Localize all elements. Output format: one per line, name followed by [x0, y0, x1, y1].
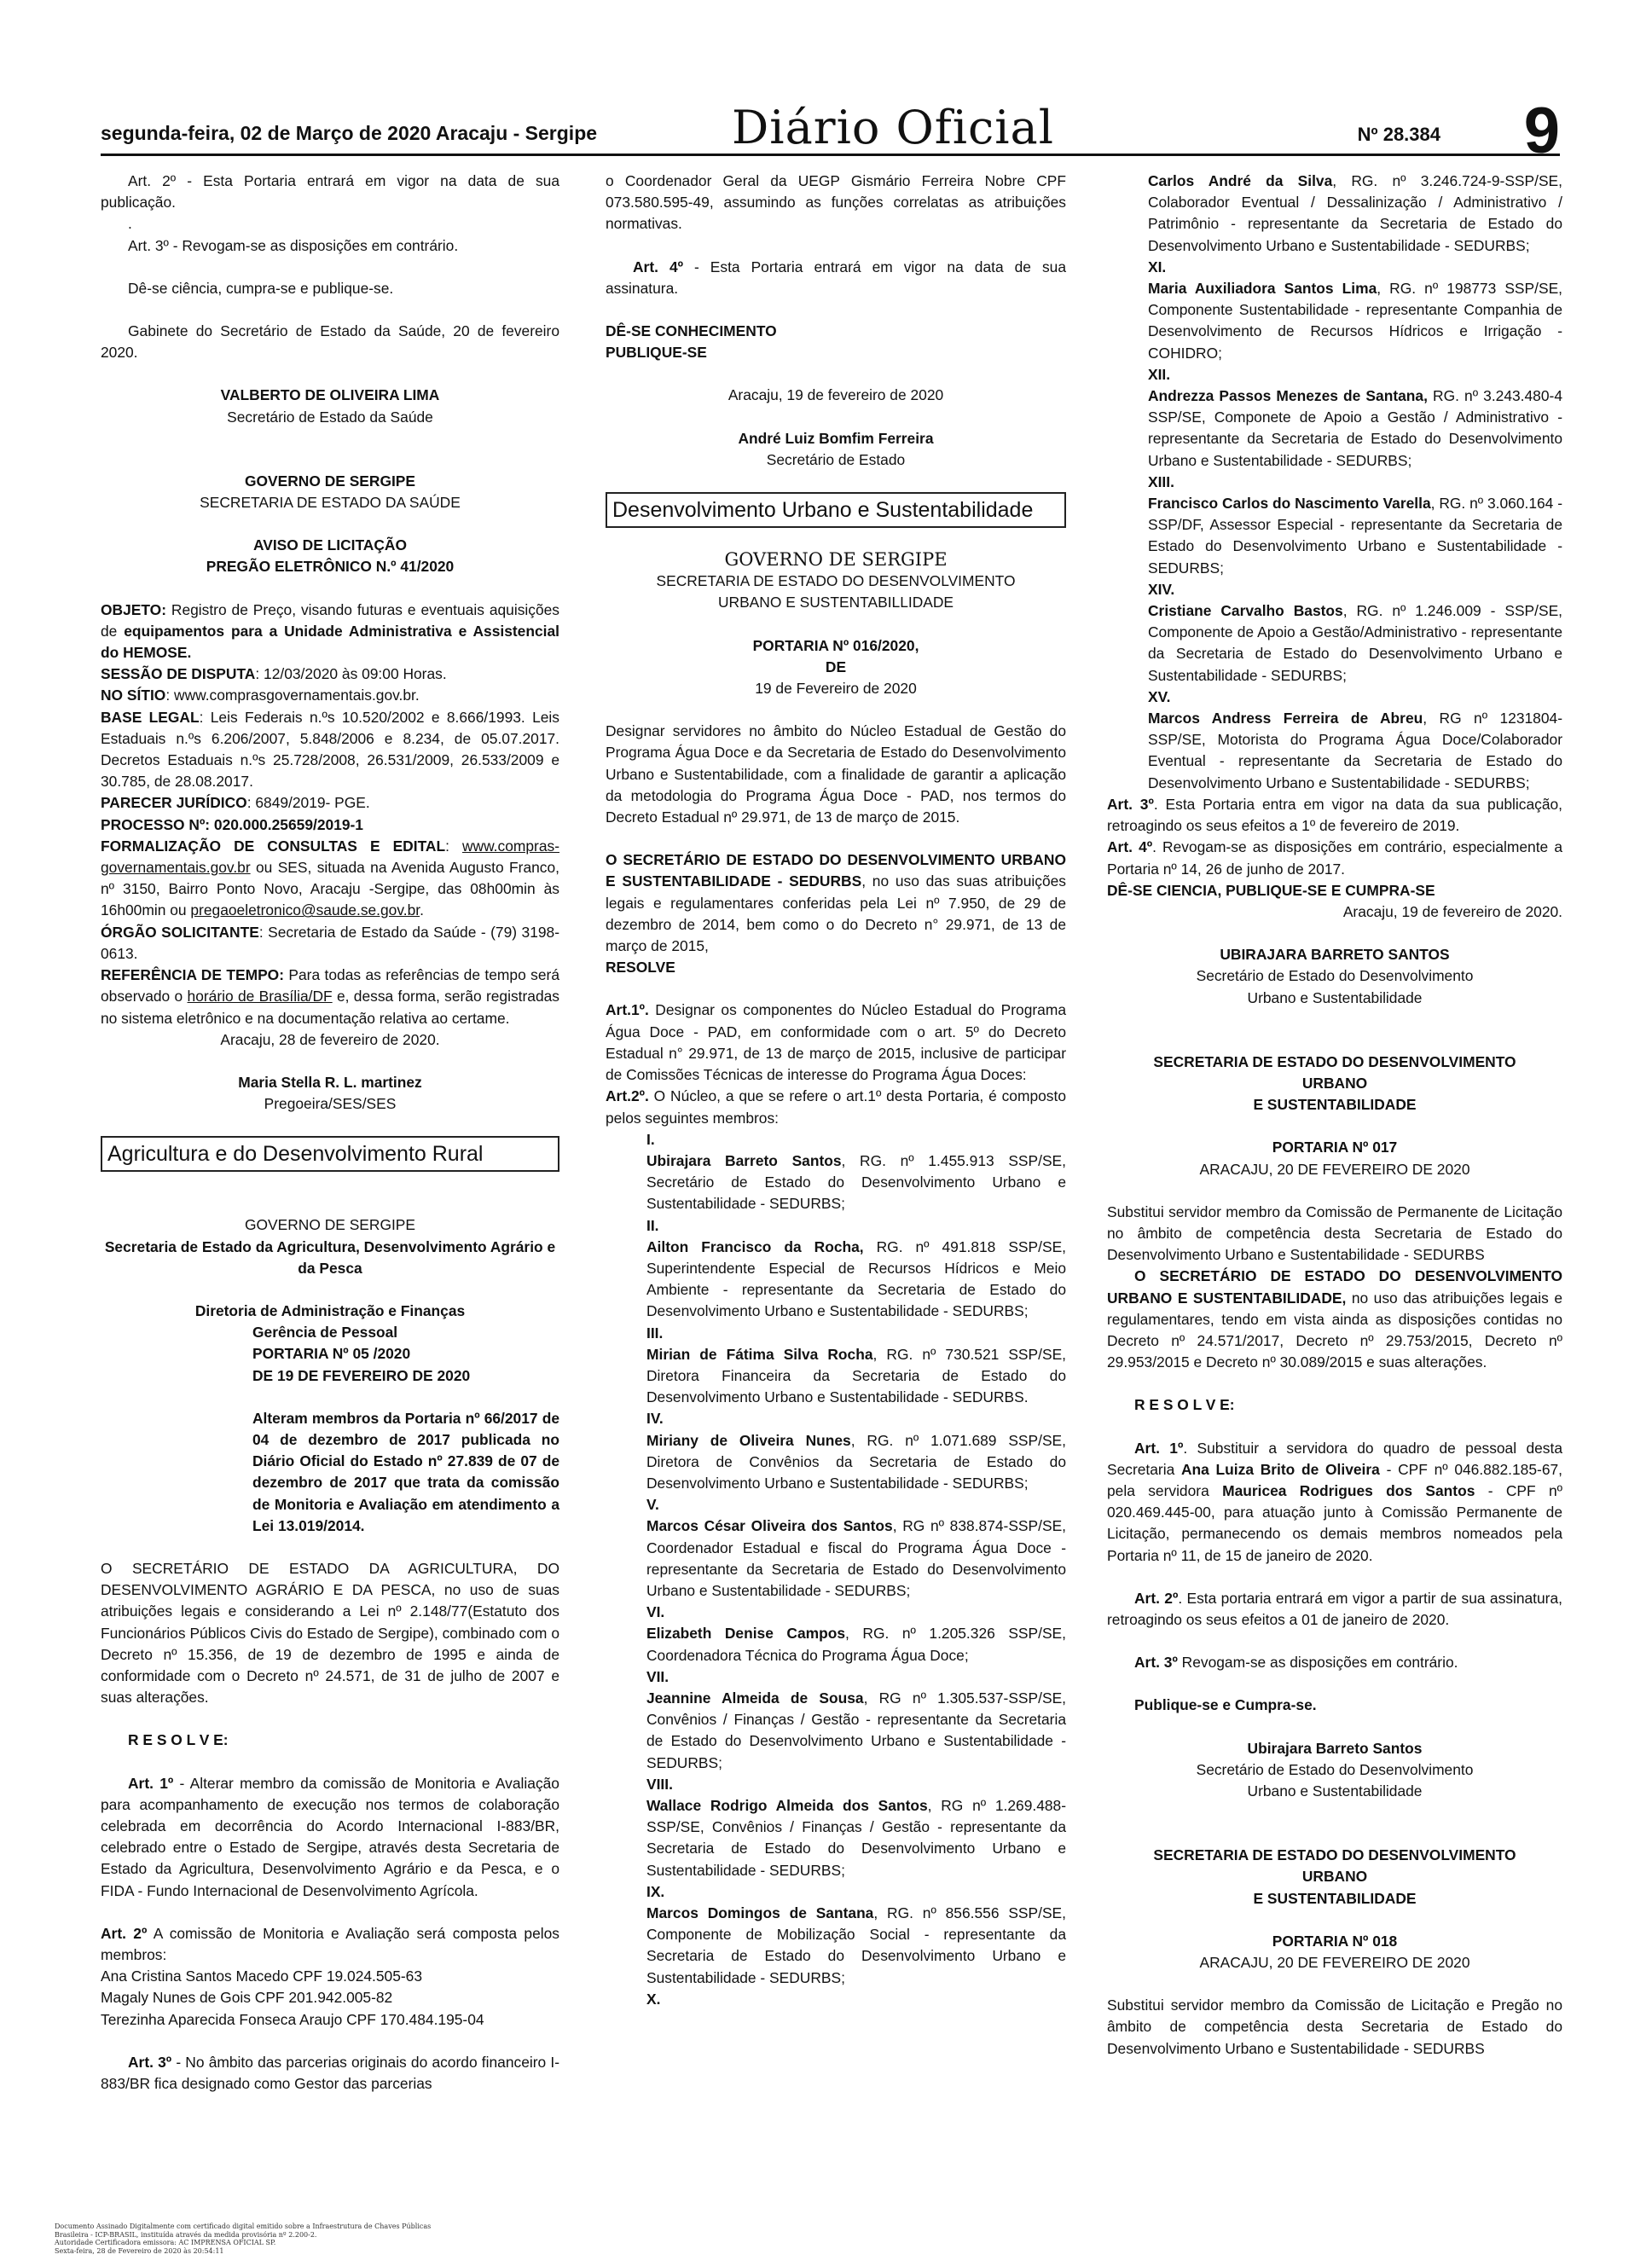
roman-numeral: I.: [646, 1130, 655, 1148]
paragraph: o Coordenador Geral da UEGP Gismário Ferreira Nobre CPF 073.580.595-49, assumindo as funções correlatas as atribuições normativas.: [606, 172, 1066, 233]
heading: DE 19 DE FEVEREIRO DE 2020: [252, 1366, 471, 1384]
roman-numeral: XI.: [1148, 258, 1167, 275]
heading: GOVERNO DE SERGIPE: [244, 1216, 416, 1234]
paragraph: Art. 4º - Esta Portaria entrará em vigor na data de sua assinatura.: [606, 258, 1067, 297]
paragraph: PARECER JURÍDICO: 6849/2019- PGE.: [101, 794, 370, 812]
roman-numeral: VII.: [646, 1667, 669, 1685]
heading: ARACAJU, 20 DE FEVEREIRO DE 2020: [1199, 1954, 1470, 1972]
list-item: Ailton Francisco da Rocha, RG. nº 491.818 SSP/SE, Superintendente Especial de Recursos Hídricos e Meio Ambiente - representante da Secretaria de Estado do Desenvolvimento Urbano e Sustentabilidade - SEDURBS;: [646, 1237, 1066, 1320]
ementa: Substitui servidor membro da Comissão de Permanente de Licitação no âmbito de competência desta Secretaria de Estado do Desenvolvimento Urbano e Sustentabilidade - SEDURBS: [1107, 1203, 1562, 1264]
roman-numeral: III.: [646, 1324, 664, 1342]
heading: GOVERNO DE SERGIPE: [244, 472, 416, 490]
heading: ARACAJU, 20 DE FEVEREIRO DE 2020: [1199, 1160, 1470, 1178]
section-box: Agricultura e do Desenvolvimento Rural: [101, 1136, 559, 1172]
resolve: R E S O L V E:: [128, 1731, 229, 1749]
list-item: Andrezza Passos Menezes de Santana, RG. nº 3.243.480-4 SSP/SE, Componete de Apoio a Gestão / Administrativo - representante da Secretaria de Estado do Desenvolvimento Urbano e Sustentabilidade - SEDURBS;: [1148, 387, 1562, 469]
paragraph: PROCESSO Nº: 020.000.25659/2019-1: [101, 815, 363, 833]
paragraph: Art.1º. Designar os componentes do Núcleo Estadual do Programa Água Doce - PAD, em conformidade com o art. 5º do Decreto Estadual n° 29.971, de 13 de março de 2015, inclusive de participar de Comissões Técnicas de interesse do Programa Água Doces:: [606, 1001, 1066, 1084]
signature-role: Urbano e Sustentabilidade: [1247, 1782, 1423, 1799]
ementa: Alteram membros da Portaria nº 66/2017 de 04 de dezembro de 2017 publicada no Diário Oficial do Estado nº 27.839 de 07 de dezembro de 2017 que trata da comissão de Monitoria e Avaliação em atendimento a Lei 13.019/2014.: [252, 1409, 559, 1534]
heading: DE: [825, 658, 847, 675]
paragraph: Art. 2º - Esta Portaria entrará em vigor na data de sua publicação.: [101, 172, 559, 212]
resolve: R E S O L V E:: [1134, 1396, 1235, 1414]
heading: PUBLIQUE-SE: [606, 344, 707, 362]
page-header: [101, 95, 1560, 167]
page-number: 9: [1523, 95, 1560, 167]
header-rule: [101, 154, 1560, 156]
list-item: Marcos Domingos de Santana, RG. nº 856.556 SSP/SE, Componente de Mobilização Social - representante da Secretaria de Estado do Desenvolvimento Urbano e Sustentabilidade - SEDURBS;: [646, 1904, 1066, 1986]
roman-numeral: II.: [646, 1216, 659, 1234]
paragraph: Art. 3º Revogam-se as disposições em contrário.: [1134, 1654, 1458, 1672]
heading: DÊ-SE CONHECIMENTO: [606, 322, 777, 340]
roman-numeral: XIV.: [1148, 580, 1175, 598]
list-item: Marcos César Oliveira dos Santos, RG nº 838.874-SSP/SE, Coordenador Estadual e fiscal do Programa Água Doce - representante da Secretaria de Estado do Desenvolvimento Urbano e Sustentabilidade - SEDURBS;: [646, 1517, 1066, 1599]
paragraph: REFERÊNCIA DE TEMPO: Para todas as referências de tempo será observado o horário de Brasília/DF e, dessa forma, serão registradas no sistema eletrônico e na documentação relativa ao certame.: [101, 966, 559, 1027]
ementa: Substitui servidor membro da Comissão de Licitação e Pregão no âmbito de competência desta Secretaria de Estado do Desenvolvimento Urbano e Sustentabilidade - SEDURBS: [1107, 1997, 1562, 2057]
paragraph: Gabinete do Secretário de Estado da Saúde, 20 de fevereiro 2020.: [101, 322, 559, 362]
signature-name: VALBERTO DE OLIVEIRA LIMA: [220, 386, 440, 404]
ementa: Designar servidores no âmbito do Núcleo Estadual de Gestão do Programa Água Doce e da Secretaria de Estado do Desenvolvimento Urbano e Sustentabilidade, com a finalidade de garantir a aplicação da metodologia do Programa Água Doce - PAD, nos termos do Decreto Estadual nº 29.971, de 13 de março de 2015.: [606, 722, 1066, 826]
paragraph: Art. 1º. Substituir a servidora do quadro de pessoal desta Secretaria Ana Luiza Brito de Oliveira - CPF nº 046.882.185-67, pela servidora Mauricea Rodrigues dos Santos - CPF nº 020.469.445-00, para atuação junto à Comissão Permanente de Licitação, permanecendo os demais membros nomeados pela Portaria nº 11, de 15 de janeiro de 2020.: [1107, 1439, 1562, 1564]
paragraph: OBJETO: Registro de Preço, visando futuras e eventuais aquisições de equipamentos para a Unidade Administrativa e Assistencial do HEMOSE.: [101, 600, 559, 662]
digital-signature-footer: Documento Assinado Digitalmente com certificado digital emitido sobre a Infraestrutura de Chaves Públicas Brasileira - ICP-BRASIL, instituída através da medida provisória nº 2.200-2. Autoridade Certificadora emissora: AC IMPRENSA OFICIAL SP. Sexta-feira, 28 de Fevereiro de 2020 às 20:54:11: [55, 2223, 432, 2255]
signature-role: Secretário de Estado da Saúde: [227, 408, 433, 426]
roman-numeral: VIII.: [646, 1775, 673, 1793]
heading: PORTARIA Nº 05 /2020: [252, 1345, 411, 1363]
signature-name: André Luiz Bomfim Ferreira: [738, 429, 934, 447]
list-item: Magaly Nunes de Gois CPF 201.942.005-82: [101, 1989, 393, 2007]
paragraph: Art. 3º - Revogam-se as disposições em contrário.: [128, 236, 459, 254]
paragraph: Art. 3º - No âmbito das parcerias originais do acordo financeiro I-883/BR fica designado como Gestor das parcerias: [101, 2053, 559, 2093]
list-item: Mirian de Fátima Silva Rocha, RG. nº 730.521 SSP/SE, Diretora Financeira da Secretaria de Estado do Desenvolvimento Urbano e Sustentabilidade - SEDURBS.: [646, 1345, 1066, 1406]
list-item: Ana Cristina Santos Macedo CPF 19.024.505-63: [101, 1968, 423, 1985]
member-list: [606, 1129, 1066, 2010]
list-item: Jeannine Almeida de Sousa, RG nº 1.305.537-SSP/SE, Convênios / Finanças / Gestão - representante da Secretaria de Estado do Desenvolvimento Urbano e Sustentabilidade - SEDURBS;: [646, 1689, 1066, 1771]
column-1: [101, 171, 559, 2095]
link[interactable]: www.compras-governamentais.gov.br: [101, 837, 559, 877]
heading: PORTARIA Nº 016/2020,: [752, 636, 919, 654]
roman-numeral: X.: [646, 1990, 661, 2008]
heading: Gerência de Pessoal: [252, 1324, 398, 1342]
list-item: Ubirajara Barreto Santos, RG. nº 1.455.913 SSP/SE, Secretário de Estado do Desenvolvimento Urbano e Sustentabilidade - SEDURBS;: [646, 1151, 1066, 1213]
date-line: Aracaju, 19 de fevereiro de 2020.: [1342, 902, 1562, 920]
list-item: Elizabeth Denise Campos, RG. nº 1.205.326 SSP/SE, Coordenadora Técnica do Programa Água Doce;: [646, 1625, 1066, 1664]
paragraph: ÓRGÃO SOLICITANTE: Secretaria de Estado da Saúde - (79) 3198-0613.: [101, 923, 559, 962]
heading: URBANO: [1301, 1074, 1368, 1092]
date-line: Aracaju, 19 de fevereiro de 2020: [727, 386, 944, 404]
heading: Diretoria de Administração e Finanças: [194, 1301, 466, 1319]
list-item: Cristiane Carvalho Bastos, RG. nº 1.246.009 - SSP/SE, Componente de Apoio a Gestão/Administrativo - representante da Secretaria de Estado do Desenvolvimento Urbano e Sustentabilidade - SEDURBS;: [1148, 602, 1563, 684]
heading: AVISO DE LICITAÇÃO: [252, 536, 408, 554]
paragraph: Dê-se ciência, cumpra-se e publique-se.: [128, 279, 394, 297]
paragraph: O SECRETÁRIO DE ESTADO DA AGRICULTURA, DO DESENVOLVIMENTO AGRÁRIO E DA PESCA, no uso de suas atribuições legais e considerando a Lei nº 2.148/77(Estatuto dos Funcionários Públicos Civis do Estado de Sergipe), combinado com o Decreto nº 15.356, de 19 de dezembro de 1995 e ainda de conformidade com o Decreto nº 24.571, de 31 de julho de 2007 e suas alterações.: [101, 1559, 559, 1707]
column-3: [1107, 171, 1562, 2060]
roman-numeral: XII.: [1148, 365, 1171, 383]
link[interactable]: horário de Brasília/DF: [187, 988, 333, 1006]
heading: E SUSTENTABILIDADE: [1253, 1096, 1417, 1114]
roman-numeral: XIII.: [1148, 472, 1174, 490]
heading: SECRETARIA DE ESTADO DA SAÚDE: [200, 494, 461, 512]
list-item: Carlos André da Silva, RG. nº 3.246.724-9-SSP/SE, Colaborador Eventual / Dessalinização / Administrativo / Patrimônio - representante da Secretaria de Estado do Desenvolvimento Urbano e Sustentabilidade - SEDURBS;: [1148, 172, 1562, 254]
roman-numeral: IV.: [646, 1410, 664, 1428]
heading: SECRETARIA DE ESTADO DO DESENVOLVIMENTO: [1153, 1052, 1516, 1070]
paragraph: NO SÍTIO: www.comprasgovernamentais.gov.br.: [101, 687, 420, 704]
email-link[interactable]: pregaoeletronico@saude.se.gov.br: [190, 901, 420, 919]
paragraph: Art. 2º. Esta portaria entrará em vigor a partir de sua assinatura, retroagindo os seus efeitos a 01 de janeiro de 2020.: [1107, 1589, 1562, 1628]
roman-numeral: V.: [646, 1496, 659, 1514]
paragraph: Art. 2º A comissão de Monitoria e Avaliação será composta pelos membros:: [101, 1924, 559, 1963]
heading: PORTARIA Nº 017: [1272, 1139, 1398, 1156]
column-2: [606, 171, 1066, 2010]
paragraph: Art. 1º - Alterar membro da comissão de Monitoria e Avaliação para acompanhamento de execução nos termos de colaboração celebrada em decorrência do Acordo Internacional I-883/BR, celebrado entre o Estado de Sergipe, através desta Secretaria de Estado da Agricultura, Desenvolvimento Agrário e da Pesca, e o FIDA - Fundo Internacional de Desenvolvimento Agrícola.: [101, 1774, 559, 1899]
list-item: Francisco Carlos do Nascimento Varella, RG. nº 3.060.164 - SSP/DF, Assessor Especial - representante da Secretaria de Estado do Desenvolvimento Urbano e Sustentabilidade - SEDURBS;: [1148, 495, 1562, 577]
resolve: RESOLVE: [606, 959, 675, 977]
section-box: Desenvolvimento Urbano e Sustentabilidade: [606, 492, 1066, 528]
signature-name: UBIRAJARA BARRETO SANTOS: [1220, 946, 1450, 964]
paragraph: FORMALIZAÇÃO DE CONSULTAS E EDITAL: www.compras-governamentais.gov.br ou SES, situada na Avenida Augusto Franco, nº 3150, Bairro Ponto Novo, Aracaju -Sergipe, das 08h00min às 16h00min ou pregaoeletronico@saude.se.gov.br.: [101, 837, 559, 919]
list-item: Wallace Rodrigo Almeida dos Santos, RG nº 1.269.488-SSP/SE, Convênios / Finanças / Gestão - representante da Secretaria de Estado do Desenvolvimento Urbano e Sustentabilidade - SEDURBS;: [646, 1797, 1067, 1879]
heading: E SUSTENTABILIDADE: [1253, 1889, 1417, 1907]
signature-role: Pregoeira/SES/SES: [264, 1095, 397, 1113]
heading: PREGÃO ELETRÔNICO N.º 41/2020: [206, 558, 455, 576]
header-date: segunda-feira, 02 de Março de 2020 Aracaju - Sergipe: [101, 122, 598, 144]
list-item: Marcos Andress Ferreira de Abreu, RG nº 1231804-SSP/SE, Motorista do Programa Água Doce/Colaborador Eventual - representante da Secretaria de Estado do Desenvolvimento Urbano e Sustentabilidade - SEDURBS;: [1148, 710, 1562, 791]
paragraph: Art. 4º. Revogam-se as disposições em contrário, especialmente a Portaria nº 14, 26 de junho de 2017.: [1107, 838, 1562, 878]
list-item: Miriany de Oliveira Nunes, RG. nº 1.071.689 SSP/SE, Diretora de Convênios da Secretaria de Estado do Desenvolvimento Urbano e Sustentabilidade - SEDURBS;: [646, 1431, 1066, 1492]
paragraph: Publique-se e Cumpra-se.: [1134, 1696, 1317, 1714]
heading: 19 de Fevereiro de 2020: [755, 680, 917, 698]
heading: DÊ-SE CIENCIA, PUBLIQUE-SE E CUMPRA-SE: [1107, 881, 1435, 899]
signature-role: Secretário de Estado: [766, 450, 906, 468]
signature-role: Secretário de Estado do Desenvolvimento: [1196, 1760, 1474, 1778]
member-list: [1107, 171, 1562, 794]
paragraph: BASE LEGAL: Leis Federais n.ºs 10.520/2002 e 8.666/1993. Leis Estaduais n.ºs 6.206/2007, 5.848/2006 e 8.234, de 05.07.2017. Decretos Estaduais n.ºs 25.728/2008, 26.531/2009, 26.533/2009 e 30.785, de 28.08.2017.: [101, 708, 559, 791]
heading: SECRETARIA DE ESTADO DO DESENVOLVIMENTO: [1153, 1846, 1516, 1864]
roman-numeral: IX.: [646, 1882, 665, 1900]
heading: SECRETARIA DE ESTADO DO DESENVOLVIMENTO URBANO E SUSTENTABILLIDADE: [656, 572, 1016, 611]
list-item: Maria Auxiliadora Santos Lima, RG. nº 198773 SSP/SE, Componente Sustentabilidade - representante Companhia de Desenvolvimento de Recursos Hídricos e Irrigação - COHIDRO;: [1148, 280, 1562, 362]
paragraph: O SECRETÁRIO DE ESTADO DO DESENVOLVIMENTO URBANO E SUSTENTABILIDADE, no uso das atribuições legais e regulamentares, tendo em vista ainda as disposições contidas no Decreto nº 24.571/2017, Decreto nº 29.753/2015, Decreto nº 29.953/2015 e Decreto nº 30.089/2015 e suas alterações.: [1107, 1267, 1563, 1371]
roman-numeral: VI.: [646, 1603, 665, 1621]
signature-role: Urbano e Sustentabilidade: [1247, 988, 1423, 1006]
heading: GOVERNO DE SERGIPE: [724, 549, 948, 571]
roman-numeral: XV.: [1148, 687, 1171, 705]
heading: PORTARIA Nº 018: [1272, 1932, 1398, 1950]
paragraph: O SECRETÁRIO DE ESTADO DO DESENVOLVIMENTO URBANO E SUSTENTABILIDADE - SEDURBS, no uso das suas atribuições legais e regulamentares conferidas pela Lei nº 7.950, de 29 de dezembro de 2014, bem como o do Decreto n° 29.971, de 13 de março de 2015,: [606, 851, 1066, 955]
edition-number: Nº 28.384: [1357, 124, 1440, 145]
signature-role: Secretário de Estado do Desenvolvimento: [1196, 967, 1474, 985]
paragraph: Art. 3º. Esta Portaria entra em vigor na data da sua publicação, retroagindo os seus efeitos a 1º de fevereiro de 2019.: [1107, 795, 1562, 835]
heading: URBANO: [1301, 1868, 1368, 1886]
heading: Secretaria de Estado da Agricultura, Desenvolvimento Agrário e da Pesca: [104, 1237, 556, 1277]
paragraph: .: [128, 215, 132, 233]
list-item: Terezinha Aparecida Fonseca Araujo CPF 170.484.195-04: [101, 2010, 484, 2028]
paragraph: SESSÃO DE DISPUTA: 12/03/2020 às 09:00 Horas.: [101, 665, 447, 683]
paragraph: Art.2º. O Núcleo, a que se refere o art.1º desta Portaria, é composto pelos seguintes membros:: [606, 1087, 1066, 1127]
signature-name: Maria Stella R. L. martinez: [238, 1073, 422, 1091]
signature-name: Ubirajara Barreto Santos: [1247, 1739, 1423, 1757]
newspaper-title: Diário Oficial: [732, 101, 1055, 154]
date-line: Aracaju, 28 de fevereiro de 2020.: [220, 1030, 440, 1048]
